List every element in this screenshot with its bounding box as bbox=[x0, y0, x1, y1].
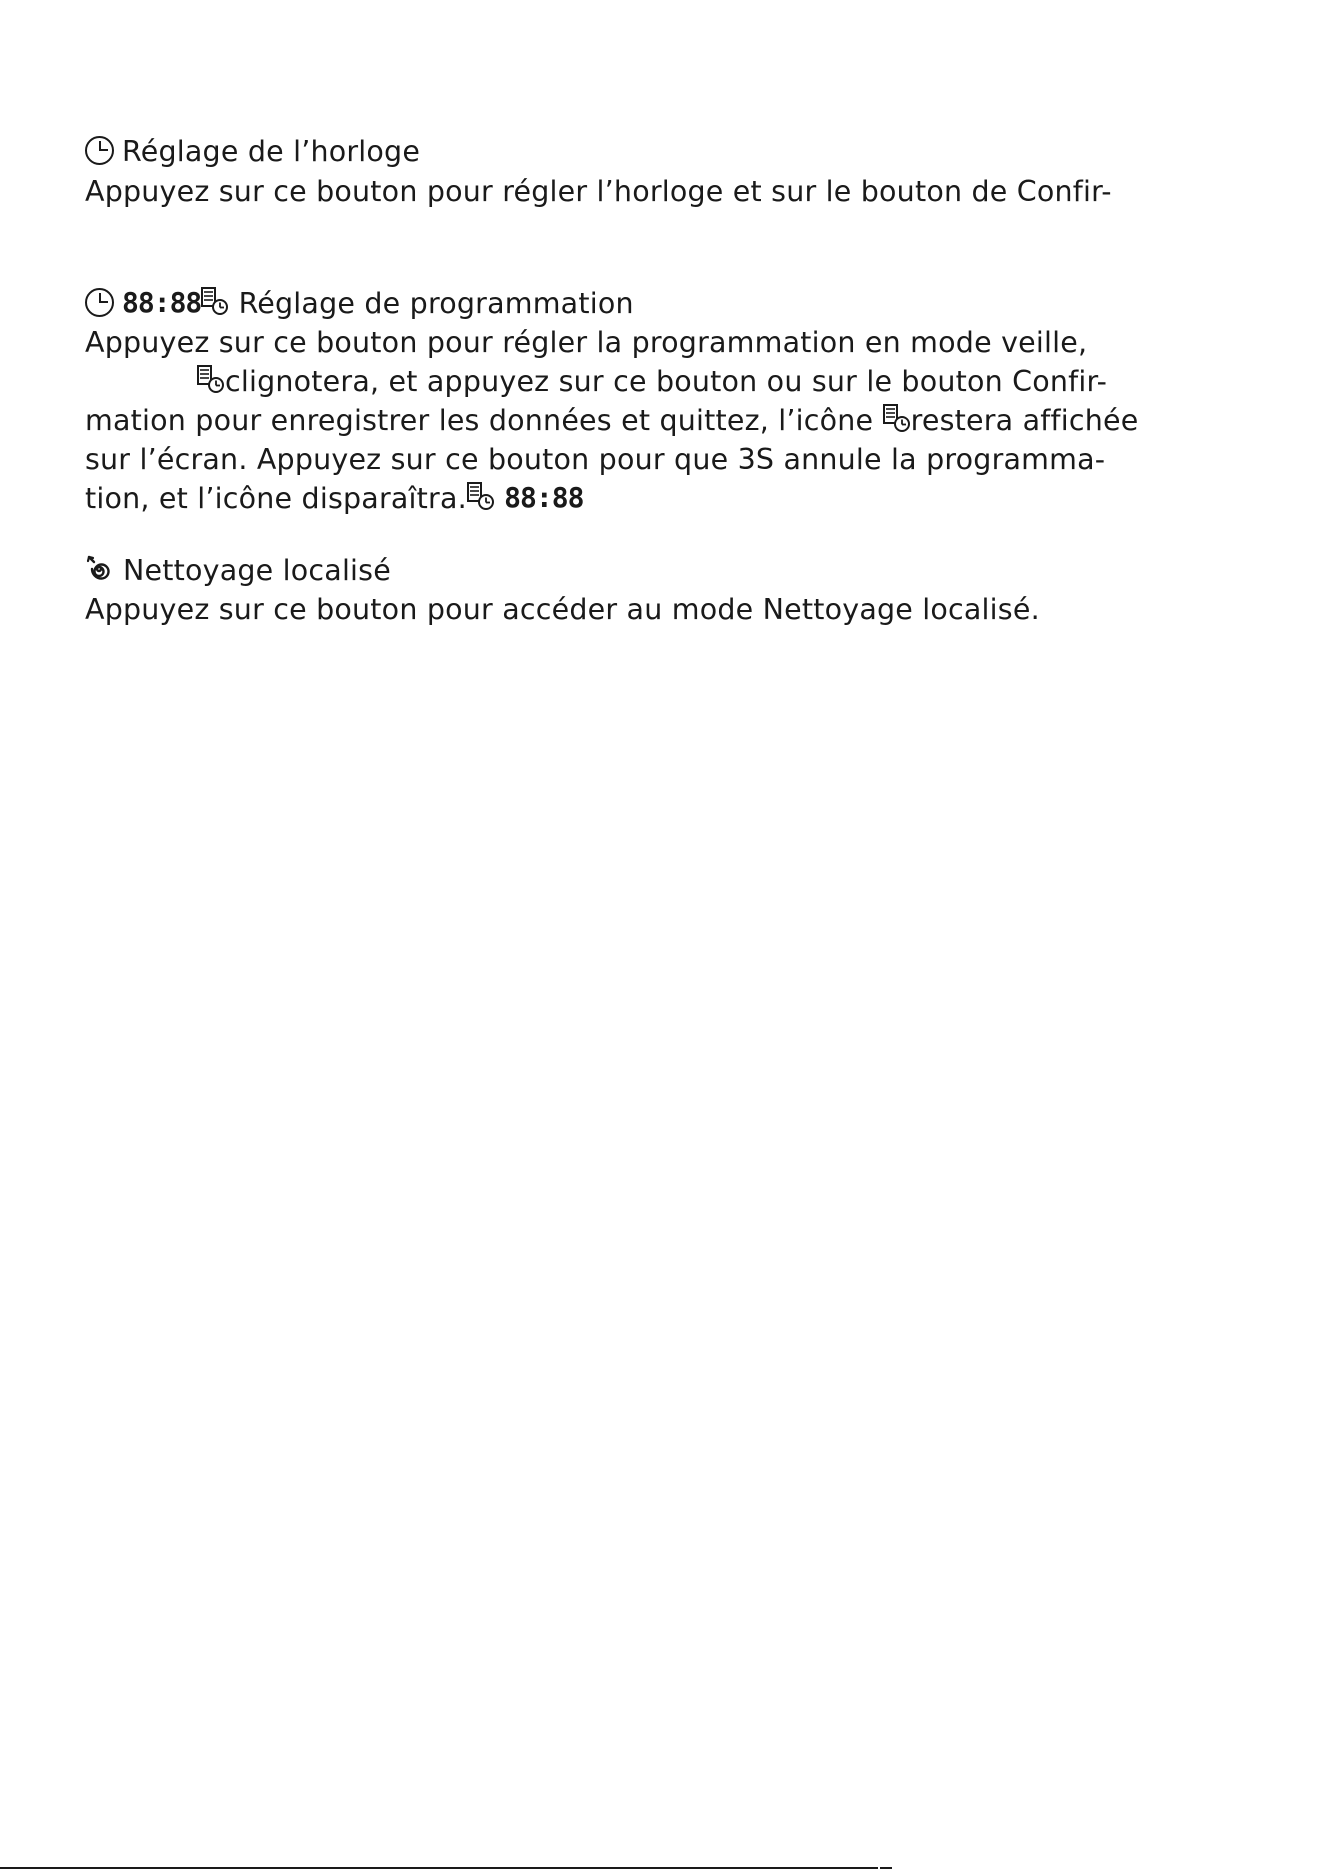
spot-description: Appuyez sur ce bouton pour accéder au mode Nettoyage localisé. bbox=[85, 593, 1040, 626]
schedule-title: Réglage de programmation bbox=[238, 287, 634, 320]
timer-icon bbox=[883, 403, 911, 433]
schedule-line-2 bbox=[197, 362, 1107, 402]
spot-heading bbox=[85, 551, 391, 591]
spot-title: Nettoyage localisé bbox=[123, 554, 391, 587]
clock-icon bbox=[85, 136, 114, 165]
schedule-line-3-text-a: mation pour enregistrer les données et quittez, l’icône bbox=[85, 404, 883, 437]
schedule-line-4: sur l’écran. Appuyez sur ce bouton pour que 3S annule la programma- bbox=[85, 443, 1106, 476]
clock-description: Appuyez sur ce bouton pour régler l’horloge et sur le bouton de Confir- bbox=[85, 175, 1112, 208]
seven-segment-display: 88:88 bbox=[504, 481, 584, 514]
schedule-line-1: Appuyez sur ce bouton pour régler la programmation en mode veille, bbox=[85, 326, 1088, 359]
schedule-line-5 bbox=[85, 479, 583, 520]
spot-clean-icon bbox=[85, 554, 115, 584]
schedule-line-3-text-b: restera affichée bbox=[910, 404, 1139, 437]
clock-icon bbox=[85, 288, 114, 317]
timer-icon bbox=[197, 364, 225, 394]
timer-icon bbox=[467, 481, 495, 511]
seven-segment-display: 88:88 bbox=[122, 286, 202, 319]
schedule-line-2-text: clignotera, et appuyez sur ce bouton ou sur le bouton Confir- bbox=[225, 365, 1108, 398]
schedule-heading bbox=[85, 284, 634, 325]
schedule-line-3 bbox=[85, 401, 1138, 441]
clock-title: Réglage de l’horloge bbox=[122, 135, 421, 168]
schedule-line-5-text: tion, et l’icône disparaîtra. bbox=[85, 482, 467, 515]
footer-rule bbox=[0, 1867, 878, 1869]
footer-rule-stub bbox=[880, 1867, 892, 1869]
timer-icon bbox=[201, 286, 229, 316]
clock-heading bbox=[85, 132, 420, 172]
